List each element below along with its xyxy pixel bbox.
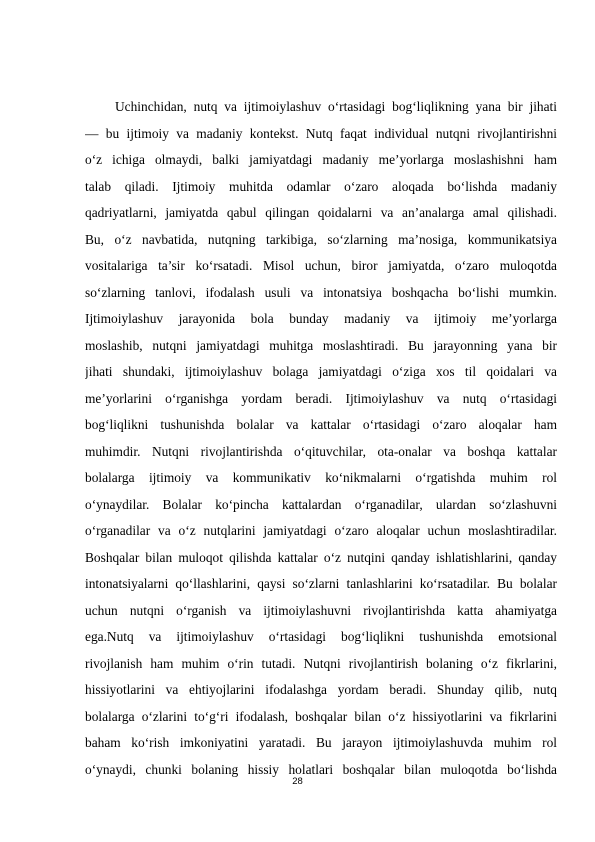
text-line: Ijtimoiylashuv jarayonida bola bunday madaniy va ijtimoiy me’yorlarga — [85, 311, 557, 326]
text-line: baham ko‘rish imkoniyatini yaratadi. Bu jarayon ijtimoiylashuvda muhim rol — [85, 735, 557, 750]
body-paragraph — [85, 94, 557, 783]
text-line: o‘ynaydi, chunki bolaning hissiy holatlari boshqalar bilan muloqotda bo‘lishda — [85, 761, 557, 777]
page-number: 28 — [292, 776, 303, 787]
text-line: talab qiladi. Ijtimoiy muhitda odamlar o‘zaro aloqada bo‘lishda madaniy — [85, 178, 557, 194]
text-line: moslashib, nutqni jamiyatdagi muhitga moslashtiradi. Bu jarayonning yana bir — [85, 337, 557, 353]
text-line: bolalarga ijtimoiy va kommunikativ ko‘nikmalarni o‘rgatishda muhim rol — [85, 470, 557, 485]
text-line: rivojlanish ham muhim o‘rin tutadi. Nutqni rivojlantirish bolaning o‘z fikrlarini, — [85, 655, 557, 671]
text-line: o‘rganadilar va o‘z nutqlarini jamiyatdagi o‘zaro aloqalar uchun moslashtiradilar. — [85, 523, 557, 538]
text-line: Uchinchidan, nutq va ijtimoiylashuv o‘rtasidagi bog‘liqlikning yana bir jihati — [115, 99, 557, 114]
text-line: intonatsiyalarni qo‘llashlarini, qaysi so‘zlarni tanlashlarini ko‘rsatadilar. Bu bolalar — [85, 576, 557, 591]
text-line: hissiyotlarini va ehtiyojlarini ifodalashga yordam beradi. Shunday qilib, nutq — [85, 682, 557, 697]
text-line: so‘zlarning tanlovi, ifodalash usuli va intonatsiya boshqacha bo‘lishi mumkin. — [85, 284, 557, 300]
text-line: bog‘liqlikni tushunishda bolalar va kattalar o‘rtasidagi o‘zaro aloqalar ham — [85, 417, 557, 432]
text-line: — bu ijtimoiy va madaniy kontekst. Nutq faqat individual nutqni rivojlantirishni — [85, 125, 557, 141]
text-line: qadriyatlarni, jamiyatda qabul qilingan qoidalarni va an’analarga amal qilishadi. — [85, 205, 557, 220]
text-line: me’yorlarini o‘rganishga yordam beradi. Ijtimoiylashuv va nutq o‘rtasidagi — [85, 390, 557, 406]
text-line: o‘z ichiga olmaydi, balki jamiyatdagi madaniy me’yorlarga moslashishni ham — [85, 152, 557, 167]
text-line: Boshqalar bilan muloqot qilishda kattalar o‘z nutqini qanday ishlatishlarini, qanday — [85, 549, 557, 565]
text-line: Bu, o‘z navbatida, nutqning tarkibiga, so‘zlarning ma’nosiga, kommunikatsiya — [85, 231, 557, 247]
text-line: jihati shundaki, ijtimoiylashuv bolaga jamiyatdagi o‘ziga xos til qoidalari va — [85, 364, 557, 379]
text-line: o‘ynaydilar. Bolalar ko‘pincha kattalardan o‘rganadilar, ulardan so‘zlashuvni — [85, 496, 557, 512]
text-line: bolalarga o‘zlarini to‘g‘ri ifodalash, boshqalar bilan o‘z hissiyotlarini va fikrlarini — [85, 708, 557, 724]
text-line: ega.Nutq va ijtimoiylashuv o‘rtasidagi bog‘liqlikni tushunishda emotsional — [85, 629, 557, 644]
text-line: uchun nutqni o‘rganish va ijtimoiylashuvni rivojlantirishda katta ahamiyatga — [85, 602, 557, 618]
text-line: muhimdir. Nutqni rivojlantirishda o‘qituvchilar, ota-onalar va boshqa kattalar — [85, 443, 557, 459]
text-line: vositalariga ta’sir ko‘rsatadi. Misol uchun, biror jamiyatda, o‘zaro muloqotda — [85, 258, 557, 273]
